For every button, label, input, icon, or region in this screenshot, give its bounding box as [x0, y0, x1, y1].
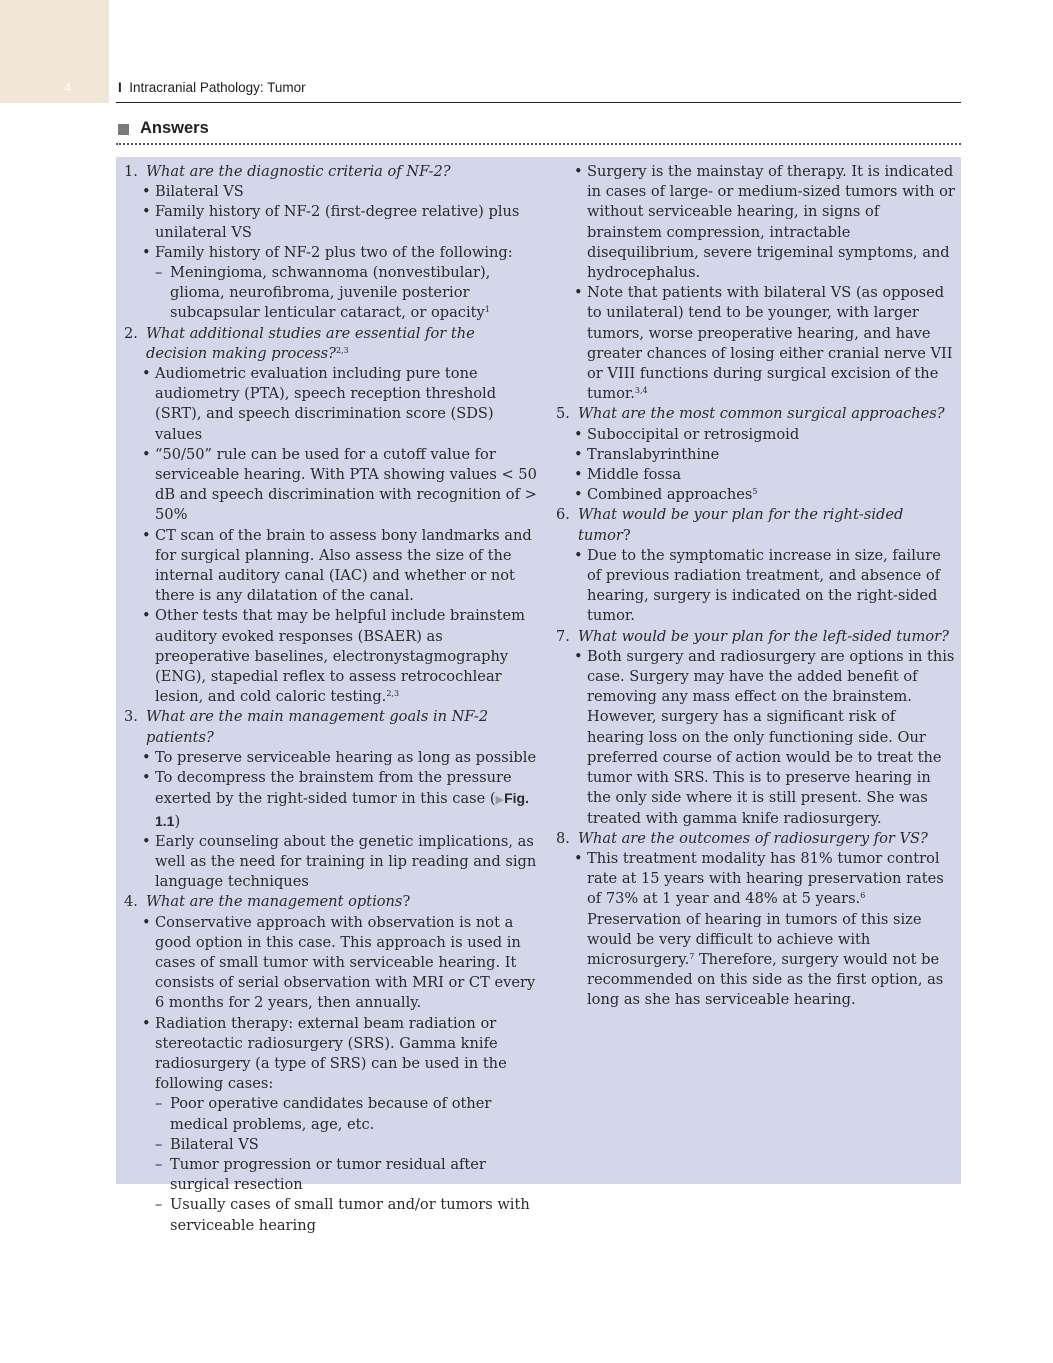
list-item [556, 283, 956, 404]
bullet-icon: • [574, 163, 583, 180]
figure-arrow-icon: ▶ [495, 793, 505, 807]
list-item [124, 243, 539, 263]
list-item-text: Suboccipital or retrosigmoid [587, 425, 800, 443]
question-number: 4. [124, 893, 138, 911]
list-item-text: Surgery is the mainstay of therapy. It is indicated in cases of large- or medium-sized tumors with or without serviceable hearing, in signs of brainstem compression, intractable disequilibrium, severe trigeminal symptoms, and hydrocephalus. [587, 163, 955, 282]
header-rule [116, 102, 961, 103]
list-item [556, 162, 956, 283]
question-text: What are the diagnostic criteria of NF-2? [146, 163, 451, 180]
figure-link[interactable]: Fig. 1.1 [155, 790, 529, 829]
list-item-text: Note that patients with bilateral VS (as opposed to unilateral) tend to be younger, with larger tumors, worse preoperative hearing, and have greater chances of losing either cranial nerve VII or VIII functions during surgical excision of the tumor. [587, 284, 953, 403]
list-item [556, 425, 956, 445]
running-title: Intracranial Pathology: Tumor [129, 80, 306, 95]
list-item-text: “50/50” rule can be used for a cutoff value for serviceable hearing. With PTA showing values < 50 dB and speech discrimination with recognition of > 50% [155, 445, 537, 524]
reference-superscript: 3,4 [634, 386, 648, 396]
list-item [556, 485, 956, 505]
list-item-text: Due to the symptomatic increase in size, failure of previous radiation treatment, and absence of hearing, surgery is indicated on the right-sided tumor. [587, 546, 941, 625]
bullet-icon: • [574, 486, 583, 504]
dash-icon: – [155, 264, 163, 282]
list-item [124, 832, 539, 893]
question-text: What would be your plan for the left-sided tumor? [578, 627, 949, 645]
bullet-icon: • [142, 832, 151, 850]
list-item [124, 748, 539, 768]
page-number-tab [0, 0, 109, 103]
list-item-text: Usually cases of small tumor and/or tumors with serviceable hearing [170, 1196, 530, 1234]
question-6 [556, 505, 956, 545]
question-text: What would be your plan for the right-sided tumor [578, 506, 904, 544]
question-number: 8. [556, 829, 570, 847]
reference-superscript: 5 [752, 487, 758, 497]
sub-list-item [124, 263, 539, 324]
dash-icon: – [155, 1095, 163, 1113]
question-8 [556, 829, 956, 849]
list-item-text: Poor operative candidates because of other medical problems, age, etc. [170, 1095, 492, 1133]
list-item-text: Both surgery and radiosurgery are options in this case. Surgery may have the added benefit of removing any mass effect on the brainstem. However, surgery has a significant risk of hearing loss on the only functioning side. Our preferred course of action would be to treat the tumor with SRS. This is to preserve hearing in the only side where it is still present. She was treated with gamma knife radiosurgery. [587, 647, 955, 827]
bullet-icon: • [142, 243, 151, 261]
running-head [118, 80, 306, 95]
question-number: 1. [124, 163, 138, 180]
list-item [124, 913, 539, 1014]
question-2 [124, 324, 539, 364]
list-item-text: Radiation therapy: external beam radiation or stereotactic radiosurgery (SRS). Gamma knife radiosurgery (a type of SRS) can be used in the following cases: [155, 1014, 507, 1093]
question-text: What are the management options [146, 893, 403, 911]
reference-superscript: 6 [860, 891, 866, 901]
dash-icon: – [155, 1155, 163, 1173]
list-item [124, 202, 539, 242]
bullet-icon: • [574, 647, 583, 665]
reference-superscript: 2,3 [386, 689, 400, 699]
question-1 [124, 162, 539, 182]
bullet-icon: • [574, 425, 583, 443]
part-number: I [118, 80, 122, 95]
bullet-icon: • [142, 1014, 151, 1032]
list-item-text: Conservative approach with observation is not a good option in this case. This approach is used in cases of small tumor with serviceable hearing. It consists of serial observation with MRI or CT every 6 months for 2 years, then annually. [155, 913, 536, 1012]
list-item-text: Bilateral VS [155, 183, 244, 201]
list-item [124, 606, 539, 707]
list-item-text: Meningioma, schwannoma (nonvestibular), glioma, neurofibroma, juvenile posterior subcapsular lenticular cataract, or opacity [170, 264, 491, 322]
list-item [124, 1014, 539, 1095]
bullet-icon: • [142, 748, 151, 766]
reference-superscript: 1 [484, 305, 490, 315]
list-item-text: Early counseling about the genetic implications, as well as the need for training in lip reading and sign language techniques [155, 832, 537, 891]
question-5 [556, 404, 956, 424]
reference-superscript: 7 [689, 951, 695, 961]
sub-list-item [124, 1195, 539, 1235]
list-item [556, 849, 956, 1011]
list-item [124, 445, 539, 526]
reference-superscript: 2,3 [335, 345, 349, 355]
list-item [556, 647, 956, 829]
question-7 [556, 627, 956, 647]
answers-right-column [556, 162, 956, 1011]
dash-icon: – [155, 1135, 163, 1153]
question-4 [124, 892, 539, 912]
bullet-icon: • [142, 445, 151, 463]
list-item [124, 768, 539, 832]
bullet-icon: • [142, 203, 151, 221]
list-item-text: To preserve serviceable hearing as long as possible [155, 748, 537, 766]
list-item-text: CT scan of the brain to assess bony landmarks and for surgical planning. Also assess the size of the internal auditory canal (IAC) and whether or not there is any dilatation of the canal. [155, 526, 532, 605]
list-item-text: ) [174, 812, 181, 830]
dotted-divider [116, 143, 961, 145]
list-item-text: Audiometric evaluation including pure tone audiometry (PTA), speech reception threshold (SRT), and speech discrimination score (SDS) values [155, 365, 497, 443]
question-text: What are the main management goals in NF-2 patients? [146, 708, 489, 746]
bullet-icon: • [574, 284, 583, 302]
question-text: What are the outcomes of radiosurgery for VS? [578, 829, 928, 847]
list-item-text: Preservation of hearing in tumors of this size would be very difficult to achieve with microsurgery. [587, 910, 922, 968]
bullet-icon: • [142, 365, 151, 383]
list-item-text: Other tests that may be helpful include brainstem auditory evoked responses (BSAER) as preoperative baselines, electronystagmography (ENG), stapedial reflex to assess retrocochlear lesion, and cold caloric testing. [155, 607, 525, 706]
question-mark: ? [622, 526, 631, 544]
sub-list-item [124, 1135, 539, 1155]
question-mark: ? [402, 893, 411, 911]
bullet-icon: • [142, 526, 151, 544]
dash-icon: – [155, 1196, 163, 1214]
list-item [556, 546, 956, 627]
question-text: What additional studies are essential for the decision making process? [146, 324, 475, 362]
list-item [124, 182, 539, 202]
question-number: 6. [556, 506, 570, 524]
sub-list-item [124, 1094, 539, 1134]
list-item [556, 445, 956, 465]
list-item-text: Family history of NF-2 (first-degree relative) plus unilateral VS [155, 203, 520, 241]
page-number: 4 [64, 80, 72, 95]
bullet-icon: • [574, 546, 583, 564]
section-square-icon [118, 124, 129, 135]
list-item-text: To decompress the brainstem from the pressure exerted by the right-sided tumor in this case ( [155, 769, 512, 808]
bullet-icon: • [142, 607, 151, 625]
list-item-text: Middle fossa [587, 466, 682, 484]
list-item-text: Therefore, surgery would not be recommended on this side as the first option, as long as she has serviceable hearing. [587, 950, 944, 1009]
list-item-text: Tumor progression or tumor residual after surgical resection [170, 1155, 486, 1194]
section-title: Answers [140, 119, 209, 137]
list-item-text: Family history of NF-2 plus two of the following: [155, 243, 513, 261]
question-text: What are the most common surgical approaches? [578, 405, 945, 423]
bullet-icon: • [142, 913, 151, 931]
question-number: 5. [556, 405, 570, 423]
answers-left-column [124, 162, 539, 1236]
sub-list-item [124, 1155, 539, 1195]
question-3 [124, 707, 539, 747]
list-item [124, 526, 539, 607]
bullet-icon: • [574, 849, 583, 867]
bullet-icon: • [142, 183, 151, 201]
list-item-text: Translabyrinthine [587, 445, 720, 463]
question-number: 2. [124, 324, 138, 342]
bullet-icon: • [574, 466, 583, 484]
list-item [556, 465, 956, 485]
list-item-text: Bilateral VS [170, 1135, 259, 1153]
bullet-icon: • [142, 769, 151, 787]
list-item-text: This treatment modality has 81% tumor control rate at 15 years with hearing preservation rates of 73% at 1 year and 48% at 5 years. [587, 849, 944, 908]
question-number: 3. [124, 708, 138, 726]
question-number: 7. [556, 627, 570, 645]
list-item [124, 364, 539, 445]
list-item-text: Combined approaches [587, 486, 753, 504]
bullet-icon: • [574, 445, 583, 463]
